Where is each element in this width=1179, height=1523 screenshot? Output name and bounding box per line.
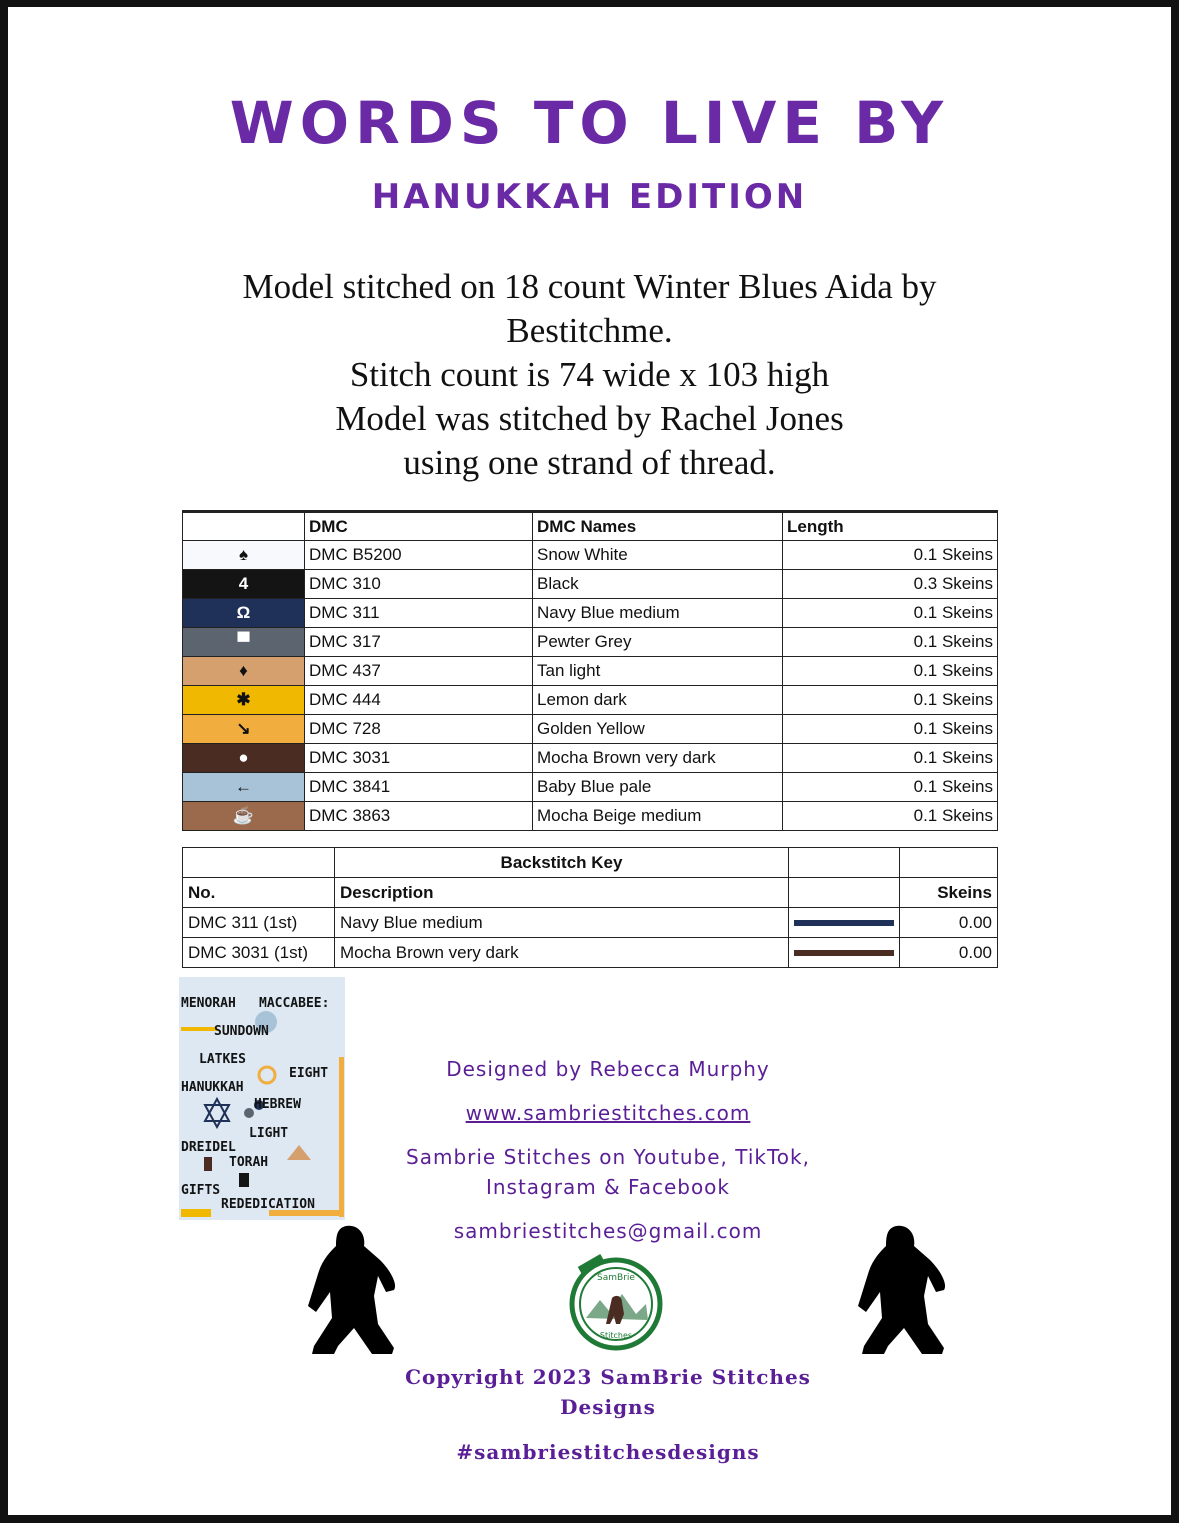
floss-row — [183, 715, 998, 744]
backstitch-skeins: 0.00 — [900, 908, 998, 938]
header-no: No. — [183, 878, 335, 908]
floss-table-header — [183, 512, 998, 541]
floss-length: 0.3 Skeins — [783, 570, 998, 599]
floss-length: 0.1 Skeins — [783, 802, 998, 831]
intro-line: using one strand of thread. — [403, 443, 776, 482]
header-symbol — [183, 512, 305, 541]
floss-length: 0.1 Skeins — [783, 744, 998, 773]
page-title: WORDS TO LIVE BY — [229, 89, 950, 157]
floss-color-name: Baby Blue pale — [533, 773, 783, 802]
floss-symbol: Ω — [183, 599, 305, 628]
floss-dmc-number: DMC 3863 — [305, 802, 533, 831]
floss-color-name: Pewter Grey — [533, 628, 783, 657]
header-dmc: DMC — [305, 512, 533, 541]
floss-length: 0.1 Skeins — [783, 657, 998, 686]
floss-table-body — [183, 541, 998, 831]
backstitch-number: DMC 311 (1st) — [183, 908, 335, 938]
floss-dmc-number: DMC 3841 — [305, 773, 533, 802]
sambrie-logo — [566, 1254, 666, 1354]
floss-row — [183, 541, 998, 570]
intro-line: Stitch count is 74 wide x 103 high — [349, 355, 830, 394]
floss-color-name: Mocha Beige medium — [533, 802, 783, 831]
line-swatch — [794, 950, 894, 956]
backstitch-row — [183, 908, 998, 938]
floss-symbol: ● — [183, 744, 305, 773]
social-line-2: Instagram & Facebook — [485, 1175, 731, 1199]
floss-row — [183, 570, 998, 599]
backstitch-body — [183, 908, 998, 968]
empty-cell — [900, 848, 998, 878]
floss-row — [183, 773, 998, 802]
floss-dmc-number: DMC 3031 — [305, 744, 533, 773]
floss-symbol: ▀ — [183, 628, 305, 657]
floss-dmc-number: DMC 437 — [305, 657, 533, 686]
floss-row — [183, 744, 998, 773]
social-line-1: Sambrie Stitches on Youtube, TikTok, — [406, 1145, 810, 1169]
floss-symbol: ♠ — [183, 541, 305, 570]
backstitch-row — [183, 938, 998, 968]
backstitch-line-sample — [789, 908, 900, 938]
floss-color-name: Mocha Brown very dark — [533, 744, 783, 773]
designer-credit: Designed by Rebecca Murphy — [446, 1057, 770, 1081]
backstitch-skeins: 0.00 — [900, 938, 998, 968]
thumbnail-word: HEBREW — [254, 1097, 301, 1112]
intro-line: Model was stitched by Rachel Jones — [335, 399, 844, 438]
floss-dmc-number: DMC 444 — [305, 686, 533, 715]
intro-text — [8, 265, 1171, 485]
thumbnail-word: TORAH — [229, 1155, 269, 1170]
thumbnail-word: GIFTS — [181, 1183, 221, 1198]
thumbnail-word: SUNDOWN — [214, 1024, 269, 1039]
pattern-page — [8, 7, 1171, 1515]
empty-cell — [183, 848, 335, 878]
hashtag: #sambriestitchesdesigns — [456, 1440, 760, 1464]
floss-row — [183, 599, 998, 628]
thumbnail-word: DREIDEL — [181, 1140, 236, 1155]
header-description: Description — [335, 878, 789, 908]
backstitch-number: DMC 3031 (1st) — [183, 938, 335, 968]
thumbnail-word: HANUKKAH — [181, 1080, 244, 1095]
backstitch-description: Navy Blue medium — [335, 908, 789, 938]
floss-length: 0.1 Skeins — [783, 541, 998, 570]
bigfoot-silhouette-icon — [294, 1220, 404, 1360]
floss-symbol: ☕ — [183, 802, 305, 831]
bigfoot-silhouette-icon — [844, 1220, 954, 1360]
floss-dmc-number: DMC B5200 — [305, 541, 533, 570]
email-address[interactable]: sambriestitches@gmail.com — [453, 1219, 763, 1243]
floss-row — [183, 802, 998, 831]
thumbnail-word: REDEDICATION — [221, 1197, 315, 1212]
floss-symbol: ✱ — [183, 686, 305, 715]
floss-row — [183, 628, 998, 657]
floss-table — [182, 510, 998, 831]
intro-line: Bestitchme. — [506, 311, 673, 350]
backstitch-title: Backstitch Key — [335, 848, 789, 878]
floss-row — [183, 686, 998, 715]
thumbnail-word: EIGHT — [289, 1066, 329, 1081]
backstitch-header-row — [183, 878, 998, 908]
floss-dmc-number: DMC 311 — [305, 599, 533, 628]
floss-color-name: Tan light — [533, 657, 783, 686]
backstitch-description: Mocha Brown very dark — [335, 938, 789, 968]
copyright-line-2: Designs — [560, 1395, 656, 1419]
floss-length: 0.1 Skeins — [783, 628, 998, 657]
floss-length: 0.1 Skeins — [783, 773, 998, 802]
floss-symbol: ♦ — [183, 657, 305, 686]
intro-line: Model stitched on 18 count Winter Blues Aida by — [242, 267, 937, 306]
logo-top-text: SamBrie — [597, 1273, 635, 1283]
header-skeins: Skeins — [900, 878, 998, 908]
floss-row — [183, 657, 998, 686]
floss-length: 0.1 Skeins — [783, 599, 998, 628]
floss-length: 0.1 Skeins — [783, 715, 998, 744]
floss-symbol: 4 — [183, 570, 305, 599]
floss-color-name: Black — [533, 570, 783, 599]
floss-color-name: Lemon dark — [533, 686, 783, 715]
floss-dmc-number: DMC 728 — [305, 715, 533, 744]
copyright-line-1: Copyright 2023 SamBrie Stitches — [405, 1365, 811, 1389]
floss-symbol: ← — [183, 773, 305, 802]
floss-color-name: Snow White — [533, 541, 783, 570]
header-line — [789, 878, 900, 908]
thumbnail-word: LATKES — [199, 1052, 246, 1067]
logo-bottom-text: Stitches — [599, 1331, 633, 1340]
floss-color-name: Navy Blue medium — [533, 599, 783, 628]
floss-color-name: Golden Yellow — [533, 715, 783, 744]
backstitch-title-row — [183, 848, 998, 878]
thumbnail-word: LIGHT — [249, 1126, 289, 1141]
backstitch-table — [182, 847, 998, 968]
floss-symbol: ↘ — [183, 715, 305, 744]
backstitch-line-sample — [789, 938, 900, 968]
header-length: Length — [783, 512, 998, 541]
thumbnail-word: MACCABEE: — [259, 996, 330, 1011]
menorah-base — [181, 1027, 217, 1031]
website-link[interactable]: www.sambriestitches.com — [465, 1101, 751, 1125]
page-subtitle: HANUKKAH EDITION — [371, 177, 808, 217]
empty-cell — [789, 848, 900, 878]
floss-dmc-number: DMC 310 — [305, 570, 533, 599]
thumbnail-word: MENORAH — [181, 996, 236, 1011]
line-swatch — [794, 920, 894, 926]
floss-dmc-number: DMC 317 — [305, 628, 533, 657]
header-dmc-names: DMC Names — [533, 512, 783, 541]
floss-length: 0.1 Skeins — [783, 686, 998, 715]
